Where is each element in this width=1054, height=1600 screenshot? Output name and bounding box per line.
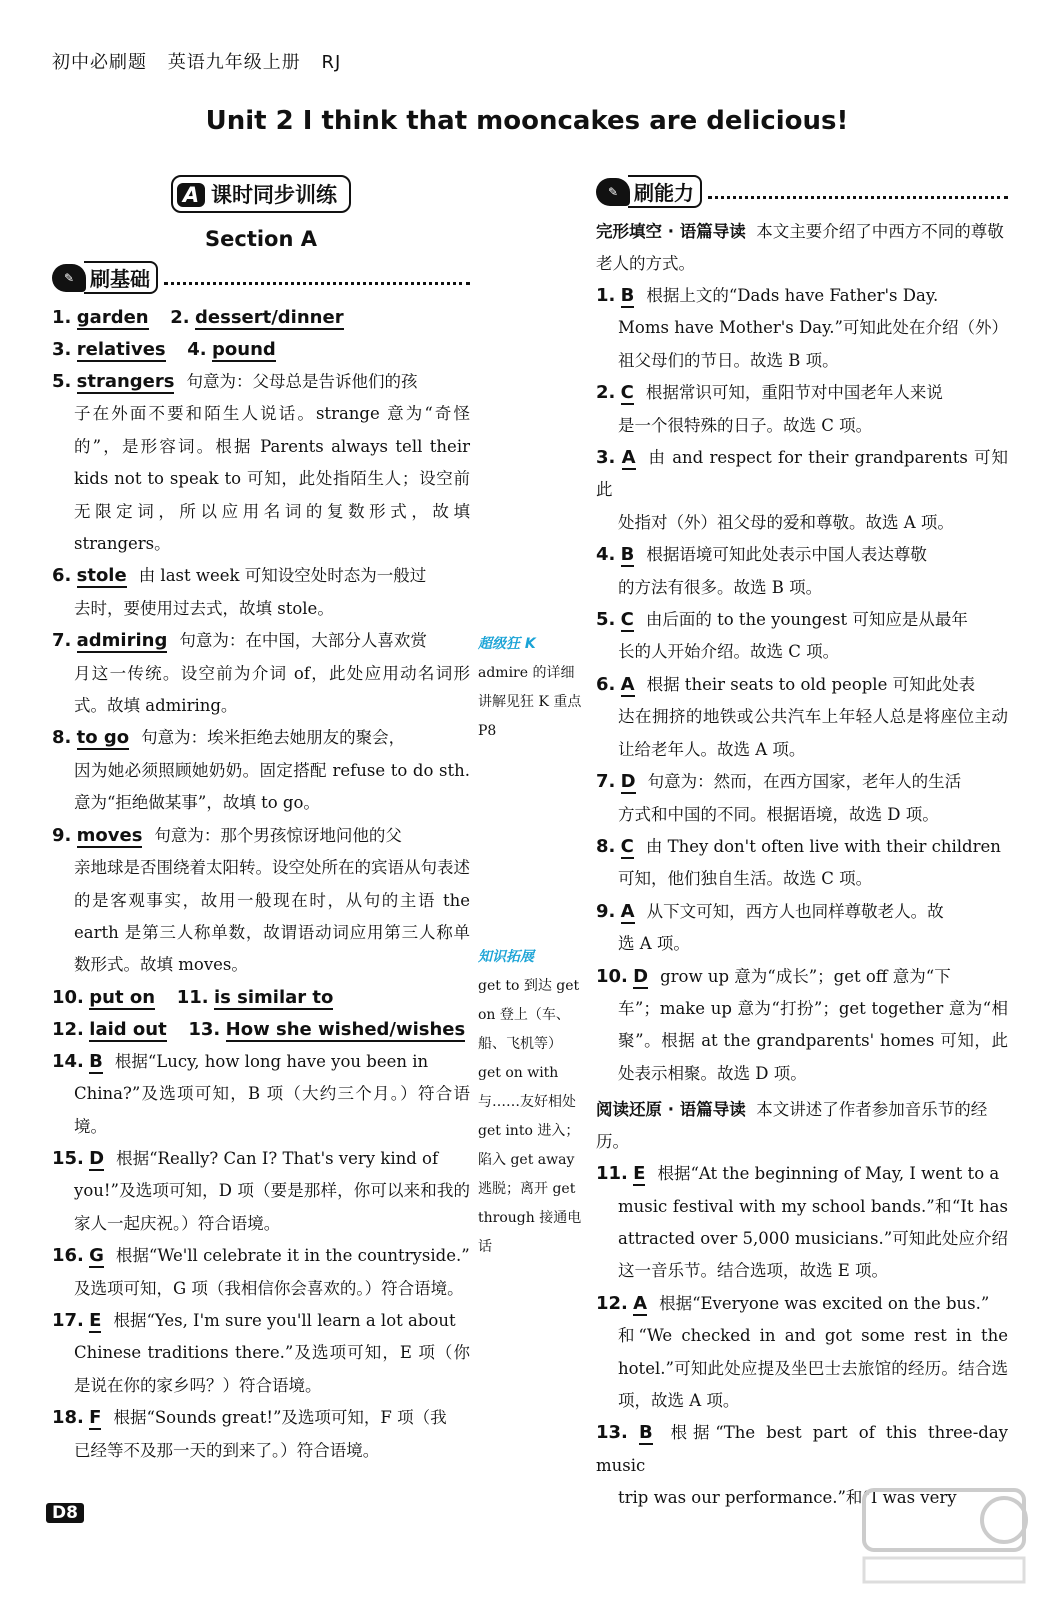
margin-tag-knowledge: 知识拓展: [478, 949, 534, 965]
answer-item: 11. E 根据“At the beginning of May, I went to a music festival with my school bands.”和“It has attracted over 5,000 musicians.”可知此处应介绍这一音乐节。结合选项，故选 E 项。: [596, 1163, 1008, 1281]
section-badge: [171, 175, 351, 213]
margin-note-admire: admire 的详细讲解见狂 K 重点 P8: [478, 665, 582, 739]
margin-note-get-phrases: get to 到达 get on 登上（车、船、飞机等） get on with 与……友好相处 get into 进入；陷入 get away 逃脱；离开 get through 接通电话: [478, 978, 582, 1255]
running-header: [52, 48, 355, 74]
unit-title: Unit 2 I think that mooncakes are delicious!: [205, 106, 849, 136]
answer-item: 5. strangers 句意为：父母总是告诉他们的孩 子在外面不要和陌生人说话。strange 意为“奇怪的”，是形容词。根据 Parents always tell their kids not to speak to 可知，此处指陌生人；设空前无限定词，所以应用名词的复数形式，故填 strangers。: [52, 371, 470, 554]
answer-item: 10. D grow up 意为“成长”；get off 意为“下 车”；make up 意为“打扮”；get together 意为“相聚”。根据 at the grandparents' homes 可知，此处表示相聚。故选 D 项。: [596, 965, 1008, 1083]
badge-letter: A: [177, 183, 205, 207]
answer-key: B: [639, 1422, 653, 1444]
passage-intro-reading: 阅读还原 · 语篇导读 本文讲述了作者参加音乐节的经历。: [596, 1100, 988, 1152]
answer-item: 8. to go 句意为：埃米拒绝去她朋友的聚会， 因为她必须照顾她奶奶。固定搭配 refuse to do sth. 意为“拒绝做某事”，故填 to go。: [52, 727, 470, 813]
dotted-rule: [708, 185, 1008, 199]
answer-key: strangers: [76, 371, 175, 392]
answer-item: 13. B 根据“The best part of this three-day music trip was our performance.”和“I was very: [596, 1422, 1008, 1508]
answer-key: A: [620, 673, 635, 695]
passage-label: 完形填空 · 语篇导读: [596, 222, 746, 241]
answer-key: to go: [76, 727, 130, 749]
series-name: 初中必刷题: [52, 52, 147, 73]
answer-key: dessert/dinner: [195, 307, 344, 328]
edition: RJ: [321, 52, 342, 73]
answer-item: 6. stole 由 last week 可知设空处时态为一般过 去时，要使用过去式，故填 stole。: [52, 565, 427, 618]
answer-item: 1. B 根据上文的“Dads have Father's Day. Moms have Mother's Day.”可知此处在介绍（外）祖父母们的节日。故选 B 项。: [596, 285, 1008, 370]
passage-intro-cloze: 完形填空 · 语篇导读 本文主要介绍了中西方不同的尊敬老人的方式。: [596, 222, 1004, 273]
answer-key: F: [89, 1407, 102, 1429]
margin-tag-kuangk: 超级狂 K: [478, 636, 536, 652]
answer-item: 7. D 句意为：然而，在西方国家，老年人的生活 方式和中国的不同。根据语境，故选 D 项。: [596, 771, 962, 824]
answer-item: 4. B 根据语境可知此处表示中国人表达尊敬 的方法有很多。故选 B 项。: [596, 544, 927, 597]
answer-key: How she wished/wishes: [225, 1018, 466, 1040]
answer-key: laid out: [89, 1018, 167, 1040]
answer-item: 7. admiring 句意为：在中国，大部分人喜欢赏 月这一传统。设空前为介词 of，此处应用动名词形式。故填 admiring。: [52, 630, 470, 716]
answer-key: B: [89, 1050, 103, 1072]
basic-badge-label: 刷基础: [84, 261, 158, 294]
answer-key: is similar to: [213, 986, 334, 1008]
answer-key: garden: [76, 307, 149, 328]
answer-row: 10. put on 11. is similar to: [52, 986, 334, 1008]
answer-key: E: [89, 1309, 102, 1331]
answer-key: admiring: [76, 630, 168, 652]
answer-item: 6. A 根据 their seats to old people 可知此处表 达在拥挤的地铁或公共汽车上年轻人总是将座位主动让给老年人。故选 A 项。: [596, 673, 1008, 759]
ability-badge: [596, 175, 1008, 208]
answer-item: 18. F 根据“Sounds great!”及选项可知，F 项（我 已经等不及那一天的到来了。）符合语境。: [52, 1407, 447, 1460]
answer-key: D: [633, 965, 649, 987]
answer-item: 17. E 根据“Yes, I'm sure you'll learn a lot about Chinese traditions there.”及选项可知，E 项（你是说在你的家乡吗？）符合语境。: [52, 1309, 470, 1395]
answer-key: C: [620, 382, 634, 404]
answer-key: stole: [76, 565, 127, 587]
right-column: [596, 175, 1008, 1515]
answer-key: moves: [76, 824, 143, 846]
answer-key: A: [620, 900, 635, 922]
brush-icon: ✎: [596, 178, 630, 206]
subject-name: 英语九年级上册: [167, 52, 301, 73]
answer-item: 12. A 根据“Everyone was excited on the bus.” 和“We checked in and got some rest in the hotel.”可知此处应提及坐巴士去旅馆的经历。结合选项，故选 A 项。: [596, 1292, 1008, 1410]
answer-key: C: [620, 835, 634, 857]
answer-key: C: [620, 609, 634, 631]
answer-key: E: [633, 1163, 646, 1185]
answer-item: 5. C 由后面的 to the youngest 可知应是从最年 长的人开始介绍。故选 C 项。: [596, 609, 968, 662]
answer-item: 3. A 由 and respect for their grandparents 可知此 处指对（外）祖父母的爱和尊敬。故选 A 项。: [596, 447, 1009, 532]
answer-row: 1. garden 2. dessert/dinner: [52, 307, 344, 328]
answer-row: 3. relatives 4. pound: [52, 339, 276, 360]
section-title: Section A: [205, 227, 317, 251]
answer-row: 12. laid out 13. How she wished/wishes: [52, 1018, 466, 1040]
answer-item: 15. D 根据“Really? Can I? That's very kind of you!”及选项可知，D 项（要是那样，你可以来和我的家人一起庆祝。）符合语境。: [52, 1147, 470, 1233]
answer-item: 2. C 根据常识可知，重阳节对中国老年人来说 是一个很特殊的日子。故选 C 项。: [596, 382, 943, 435]
basic-badge: [52, 261, 470, 294]
answer-key: D: [89, 1147, 105, 1169]
answer-key: D: [620, 771, 636, 793]
answer-item: 9. A 从下文可知，西方人也同样尊敬老人。故 选 A 项。: [596, 900, 944, 954]
ability-badge-label: 刷能力: [628, 175, 702, 208]
page-number: D8: [46, 1503, 84, 1523]
answer-key: relatives: [76, 339, 166, 360]
answer-item: 14. B 根据“Lucy, how long have you been in China?”及选项可知，B 项（大约三个月。）符合语境。: [52, 1050, 470, 1136]
dotted-rule: [164, 271, 470, 285]
answer-key: B: [620, 544, 635, 566]
margin-notes: [478, 175, 586, 1262]
answer-key: A: [621, 447, 636, 469]
left-column: [52, 175, 470, 1467]
answer-key: put on: [89, 986, 156, 1008]
brush-icon: ✎: [52, 264, 86, 292]
answer-item: 16. G 根据“We'll celebrate it in the countryside.” 及选项可知，G 项（我相信你会喜欢的。）符合语境。: [52, 1245, 470, 1298]
answer-key: pound: [212, 339, 276, 360]
answer-item: 8. C 由 They don't often live with their children 可知，他们独自生活。故选 C 项。: [596, 835, 1001, 889]
watermark-logo: [854, 1480, 1034, 1590]
passage-label: 阅读还原 · 语篇导读: [596, 1100, 746, 1120]
answer-key: G: [89, 1245, 104, 1267]
badge-label: 课时同步训练: [211, 183, 337, 207]
answer-key: B: [620, 285, 635, 306]
answer-key: A: [633, 1292, 648, 1314]
answer-item: 9. moves 句意为：那个男孩惊讶地问他的父 亲地球是否围绕着太阳转。设空处所在的宾语从句表述的是客观事实，故用一般现在时，从句的主语 the earth 是第三人称单数，故谓语动词应用第三人称单数形式。故填 moves。: [52, 824, 470, 975]
